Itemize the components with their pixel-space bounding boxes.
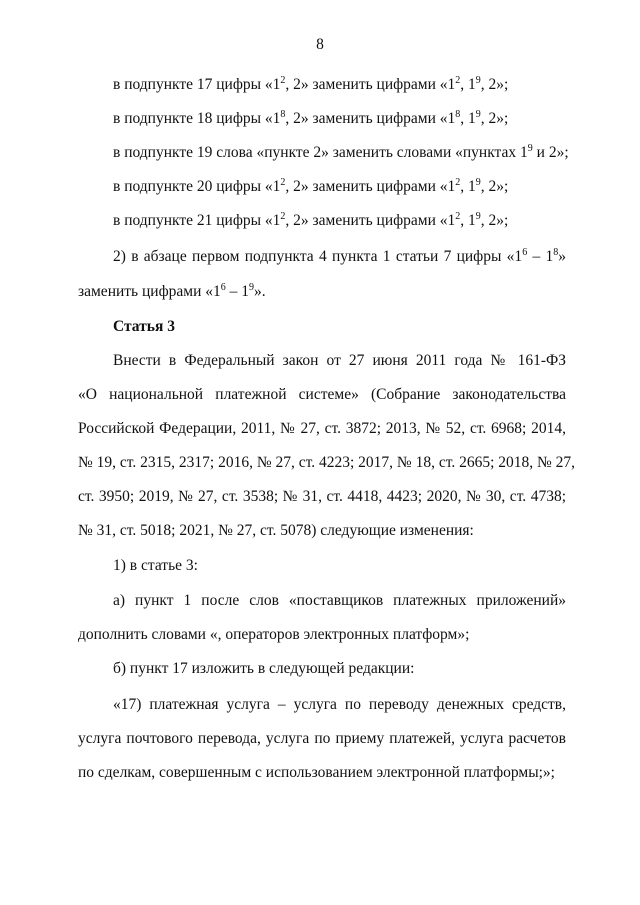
- text-line-subitem-a: а) пункт 1 после слов «поставщиков платежных приложений»: [113, 592, 566, 609]
- text-line-subitem-b: б) пункт 17 изложить в следующей редакции:: [113, 660, 415, 677]
- text-line-quote-17-cont: услуга почтового перевода, услуга по приему платежей, услуга расчетов: [78, 730, 566, 747]
- text-line-item-2-cont: заменить цифрами «$1^6 - 1^9$».: [78, 282, 266, 300]
- text-line-law-title: «О национальной платежной системе» (Собрание законодательства: [78, 386, 566, 403]
- text-line-citation-2: № 19, ст. 2315, 2317; 2016, № 27, ст. 4223; 2017, № 18, ст. 2665; 2018, № 27,: [78, 454, 576, 471]
- text-line-citation-4: № 31, ст. 5018; 2021, № 27, ст. 5078) следующие изменения:: [78, 522, 474, 539]
- text-line-subpoint-19: в подпункте 19 слова «пункте 2» заменить словами «пунктах $1^9$ и 2»;: [113, 143, 569, 161]
- text-line-citation-3: ст. 3950; 2019, № 27, ст. 3538; № 31, ст. 4418, 4423; 2020, № 30, ст. 4738;: [78, 488, 566, 505]
- text-line-citation-1: Российской Федерации, 2011, № 27, ст. 3872; 2013, № 52, ст. 6968; 2014,: [78, 420, 566, 437]
- text-line-quote-17: «17) платежная услуга – услуга по переводу денежных средств,: [113, 696, 566, 713]
- text-line-subpoint-18: в подпункте 18 цифры «$1^8$, 2» заменить цифрами «$1^8$, $1^9$, 2»;: [113, 109, 509, 127]
- text-line-subpoint-21: в подпункте 21 цифры «$1^2$, 2» заменить цифрами «$1^2$, $1^9$, 2»;: [113, 211, 509, 229]
- article-heading: Статья 3: [113, 318, 175, 335]
- page-number: 8: [316, 36, 324, 53]
- text-line-item-1: 1) в статье 3:: [113, 557, 198, 574]
- text-line-subitem-a-cont: дополнить словами «, операторов электронных платформ»;: [78, 626, 470, 643]
- text-line-subpoint-20: в подпункте 20 цифры «$1^2$, 2» заменить цифрами «$1^2$, $1^9$, 2»;: [113, 177, 509, 195]
- text-line-item-2: 2) в абзаце первом подпункта 4 пункта 1 статьи 7 цифры «$1^6 - 1^8$»: [113, 247, 566, 265]
- text-line-article-3-intro: Внести в Федеральный закон от 27 июня 2011 года № 161-ФЗ: [113, 352, 566, 369]
- text-line-subpoint-17: в подпункте 17 цифры «$1^2$, 2» заменить цифрами «$1^2$, $1^9$, 2»;: [113, 75, 509, 93]
- text-line-quote-17-end: по сделкам, совершенным с использованием электронной платформы;»;: [78, 764, 555, 781]
